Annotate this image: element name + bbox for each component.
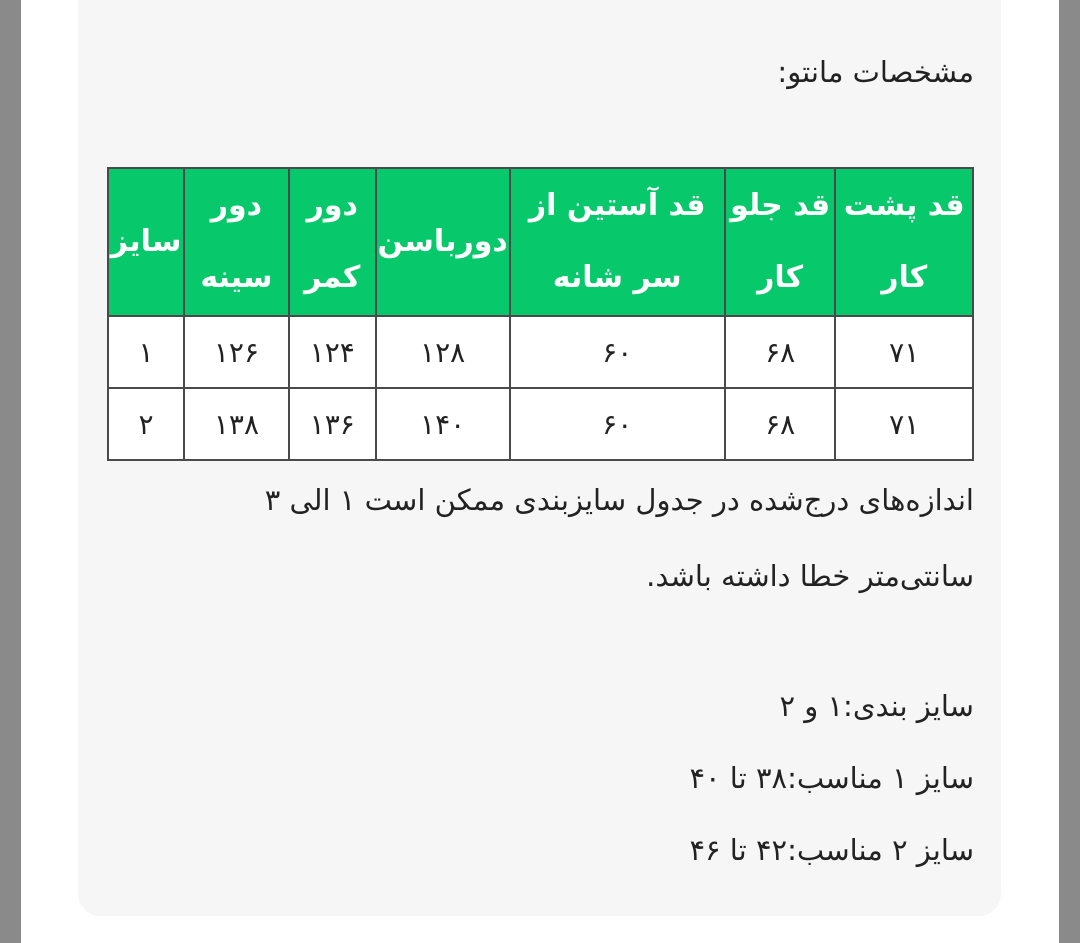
measurement-note-line-2: سانتی‌متر خطا داشته باشد. (646, 559, 974, 593)
table-cell: ۶۰ (510, 388, 725, 460)
table-cell: ۶۸ (725, 316, 836, 388)
measurement-note-line-1: اندازه‌های درج‌شده در جدول سایزبندی ممکن است ۱ الی ۳ (264, 483, 974, 517)
table-cell: ۱۲۸ (376, 316, 510, 388)
table-cell: ۲ (108, 388, 184, 460)
table-cell: ۱۳۸ (184, 388, 289, 460)
header-back-length: قد پشت کار (835, 168, 973, 316)
table-cell: ۱۳۶ (289, 388, 376, 460)
table-cell: ۱ (108, 316, 184, 388)
header-front-length: قد جلو کار (725, 168, 836, 316)
left-edge (0, 0, 21, 943)
table-cell: ۱۲۶ (184, 316, 289, 388)
right-edge (1059, 0, 1080, 943)
table-cell: ۱۴۰ (376, 388, 510, 460)
table-row (108, 316, 973, 388)
table-cell: ۷۱ (835, 388, 973, 460)
header-waist: دور کمر (289, 168, 376, 316)
size-1-fit: سایز ۱ مناسب:۳۸ تا ۴۰ (689, 761, 974, 795)
size-2-fit: سایز ۲ مناسب:۴۲ تا ۴۶ (689, 833, 974, 867)
sizing-info: سایز بندی:۱ و ۲ (779, 689, 974, 723)
table-cell: ۱۲۴ (289, 316, 376, 388)
table-cell: ۶۸ (725, 388, 836, 460)
header-hip: دورباسن (376, 168, 510, 316)
table-cell: ۷۱ (835, 316, 973, 388)
header-size: سایز (108, 168, 184, 316)
section-title: مشخصات مانتو: (777, 55, 974, 89)
table-row (108, 388, 973, 460)
header-chest: دور سینه (184, 168, 289, 316)
size-table (107, 167, 974, 461)
header-sleeve-length: قد آستین از سر شانه (510, 168, 725, 316)
table-header-row (108, 168, 973, 316)
table-cell: ۶۰ (510, 316, 725, 388)
